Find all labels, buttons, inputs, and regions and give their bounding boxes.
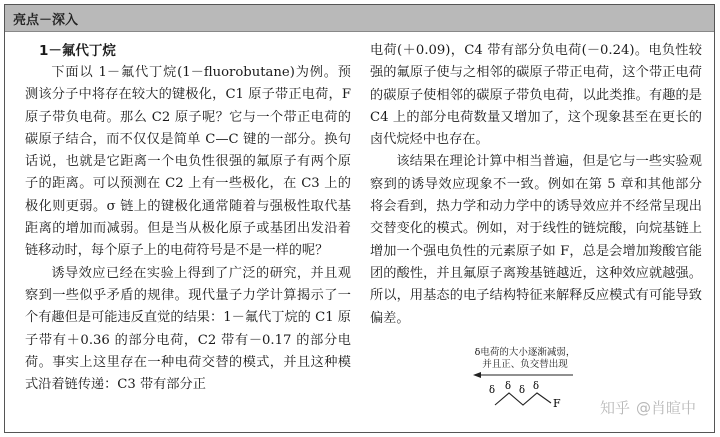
delta-label-3: δ xyxy=(519,385,526,396)
section-header xyxy=(5,5,714,32)
charge-alternation-diagram xyxy=(455,347,595,413)
left-paragraph-1: 下面以 1－氟代丁烷(1－fluorobutane)为例。预测该分子中将存在较大的键极化，C1 原子带正电荷，F 原子带负电荷。那么 C2 原子呢？它与一个带正电荷的碳原子结合，而不仅仅是简单 C—C 键的一部分。换句话说，也就是它距离一个电负性很强的氟原子有两个原子的距离。可以预测在 C2 上有一些极化，在 C3 上的极化则更弱。σ 链上的键极化通常随着与强极性取代基距离的增加而减弱。但是当从极化原子或基团出发沿着链移动时，每个原子上的电荷符号是不是一样的呢？ xyxy=(25,65,351,259)
arrow-head xyxy=(473,372,481,378)
watermark-site: 知乎 xyxy=(599,399,630,417)
header-title: 亮点－深入 xyxy=(13,12,79,28)
right-column xyxy=(370,40,702,330)
delta-label-1: δ xyxy=(489,385,496,396)
diagram-caption-1: δ电荷的大小逐渐减弱， xyxy=(474,347,576,358)
delta-label-4: δ xyxy=(533,381,540,392)
diagram-caption-2: 并且正、负交替出现 xyxy=(482,359,568,370)
text-columns xyxy=(5,32,714,432)
page-frame xyxy=(4,4,715,433)
delta-label-2: δ xyxy=(505,381,512,392)
watermark xyxy=(600,397,696,418)
left-paragraph-2: 诱导效应已经在实验上得到了广泛的研究，并且观察到一些似乎矛盾的规律。现代量子力学计算揭示了一个有趣但是可能违反直觉的结果：1－氟代丁烷的 C1 原子带有＋0.36 的部分电荷，C2 带有－0.17 的部分电荷。事实上这里存在一种电荷交替的模式，并且这种模式沿着链传递：C3 带有部分正 xyxy=(25,265,351,393)
diagram-svg xyxy=(455,347,595,413)
right-paragraph-1: 电荷(＋0.09)，C4 带有部分负电荷(－0.24)。电负性较强的氟原子使与之相邻的碳原子带正电荷，这个带正电荷的碳原子使相邻的碳原子带负电荷，以此类推。有趣的是 C4 上的部分电荷数量又增加了，这个现象甚至在更长的卤代烷烃中也存在。 xyxy=(370,43,702,148)
fluorine-atom: F xyxy=(553,397,561,410)
right-paragraph-2: 该结果在理论计算中相当普遍，但是它与一些实验观察到的诱导效应现象不一致。例如在第 5 章和其他部分将会看到，热力学和动力学中的诱导效应并不经常呈现出交替变化的模式。例如，对于线性的链烷酸，向烷基链上增加一个强电负性的元素原子如 F，总是会增加羧酸官能团的酸性，并且氟原子离羧基链越近，这种效应就越强。所以，用基态的电子结构特征来解释反应模式有可能导致偏差。 xyxy=(370,154,702,326)
section-title: 1－氟代丁烷 xyxy=(39,43,116,59)
left-column xyxy=(25,40,351,396)
watermark-author: @肖暄中 xyxy=(635,399,696,417)
